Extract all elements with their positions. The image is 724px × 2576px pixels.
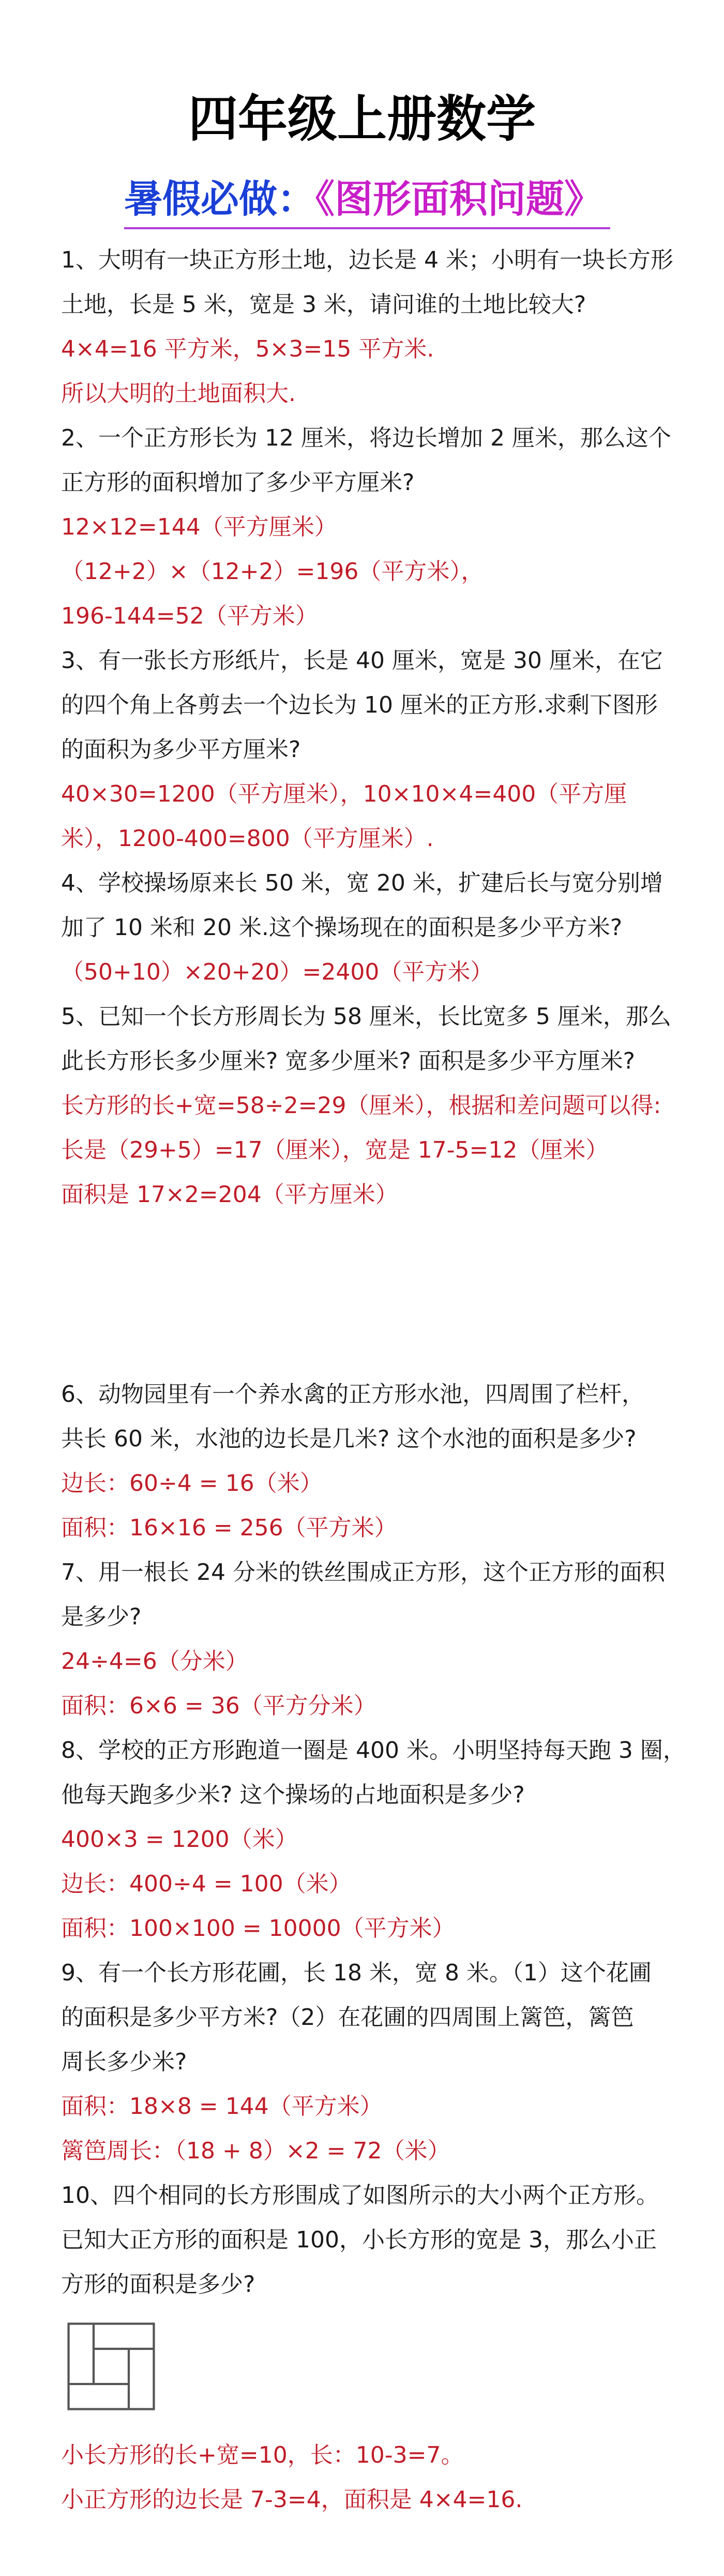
answer-line: 长是（29+5）=17（厘米），宽是 17-5=12（厘米） [61, 1137, 609, 1163]
problem-list [61, 238, 686, 2522]
question-line: 10、四个相同的长方形围成了如图所示的大小两个正方形。 [61, 2182, 659, 2209]
question-line: 5、已知一个长方形周长为 58 厘米，长比宽多 5 厘米，那么 [61, 1003, 671, 1030]
answer-line: 面积：100×100 = 10000（平方米） [61, 1915, 455, 1942]
question-line: 正方形的面积增加了多少平方厘米? [61, 469, 415, 496]
question-line: 6、动物园里有一个养水禽的正方形水池，四周围了栏杆， [61, 1381, 644, 1408]
question-line: 此长方形长多少厘米? 宽多少厘米? 面积是多少平方厘米? [61, 1048, 636, 1074]
answer-line: 12×12=144（平方厘米） [61, 514, 337, 540]
question-line: 的面积是多少平方米?（2）在花圃的四周围上篱笆，篱笆 [61, 2004, 634, 2031]
answer-line: 米），1200-400=800（平方厘米）. [61, 825, 434, 852]
answer-line: 40×30=1200（平方厘米），10×10×4=400（平方厘 [61, 781, 627, 807]
subtitle [124, 173, 610, 230]
answer-line: （12+2）×（12+2）=196（平方米）， [61, 558, 484, 585]
question-line: 3、有一张长方形纸片，长是 40 厘米，宽是 30 厘米，在它 [61, 647, 663, 674]
answer-line: 小正方形的边长是 7-3=4，面积是 4×4=16. [61, 2486, 523, 2513]
question-line: 8、学校的正方形跑道一圈是 400 米。小明坚持每天跑 3 圈， [61, 1737, 686, 1764]
question-line: 方形的面积是多少? [61, 2271, 255, 2298]
subtitle-underline [124, 227, 610, 229]
answer-line: 边长：400÷4 = 100（米） [61, 1871, 352, 1897]
question-line: 他每天跑多少米? 这个操场的占地面积是多少? [61, 1782, 525, 1808]
question-line: 的四个角上各剪去一个边长为 10 厘米的正方形.求剩下图形 [61, 692, 658, 718]
question-line: 是多少? [61, 1604, 142, 1630]
answer-line: 所以大明的土地面积大. [61, 380, 296, 407]
blank-space [61, 1217, 682, 1372]
answer-line: 面积：6×6 = 36（平方分米） [61, 1693, 376, 1719]
answer-line: 边长：60÷4 = 16（米） [61, 1470, 323, 1497]
answer-line: 196-144=52（平方米） [61, 603, 318, 629]
question-line: 加了 10 米和 20 米.这个操场现在的面积是多少平方米? [61, 914, 623, 941]
question-line: 4、学校操场原来长 50 米，宽 20 米，扩建后长与宽分别增 [61, 870, 663, 896]
answer-line: 小长方形的长+宽=10，长：10-3=7。 [61, 2442, 464, 2468]
question-line: 已知大正方形的面积是 100，小长方形的宽是 3，那么小正 [61, 2227, 657, 2253]
answer-line: （50+10）×20+20）=2400（平方米） [61, 959, 493, 985]
answer-line: 4×4=16 平方米，5×3=15 平方米. [61, 336, 434, 362]
subtitle-prefix: 暑假必做： [124, 177, 315, 221]
page-title: 四年级上册数学 [188, 90, 536, 148]
question-line: 周长多少米? [61, 2049, 187, 2075]
answer-line: 长方形的长+宽=58÷2=29（厘米），根据和差问题可以得: [61, 1092, 661, 1119]
answer-line: 面积：16×16 = 256（平方米） [61, 1515, 397, 1541]
question-line: 7、用一根长 24 分米的铁丝围成正方形，这个正方形的面积 [61, 1559, 665, 1586]
answer-line: 400×3 = 1200（米） [61, 1826, 298, 1853]
question-line: 2、一个正方形长为 12 厘米，将边长增加 2 厘米，那么这个 [61, 425, 671, 451]
answer-line: 24÷4=6（分米） [61, 1648, 248, 1675]
question-line: 共长 60 米，水池的边长是几米? 这个水池的面积是多少? [61, 1426, 637, 1452]
question-line: 的面积为多少平方厘米? [61, 736, 301, 763]
question-line: 土地，长是 5 米，宽是 3 米，请问谁的土地比较大? [61, 291, 586, 318]
question-line: 9、有一个长方形花圃，长 18 米，宽 8 米。（1）这个花圃 [61, 1960, 652, 1986]
answer-line: 面积：18×8 = 144（平方米） [61, 2093, 383, 2120]
answer-line: 面积是 17×2=204（平方厘米） [61, 1181, 398, 1208]
question-line: 1、大明有一块正方形土地，边长是 4 米；小明有一块长方形 [61, 247, 673, 273]
subtitle-main: 《图形面积问题》 [315, 177, 602, 221]
squares-figure [67, 2322, 155, 2410]
answer-line: 篱笆周长：（18 + 8）×2 = 72（米） [61, 2138, 450, 2164]
